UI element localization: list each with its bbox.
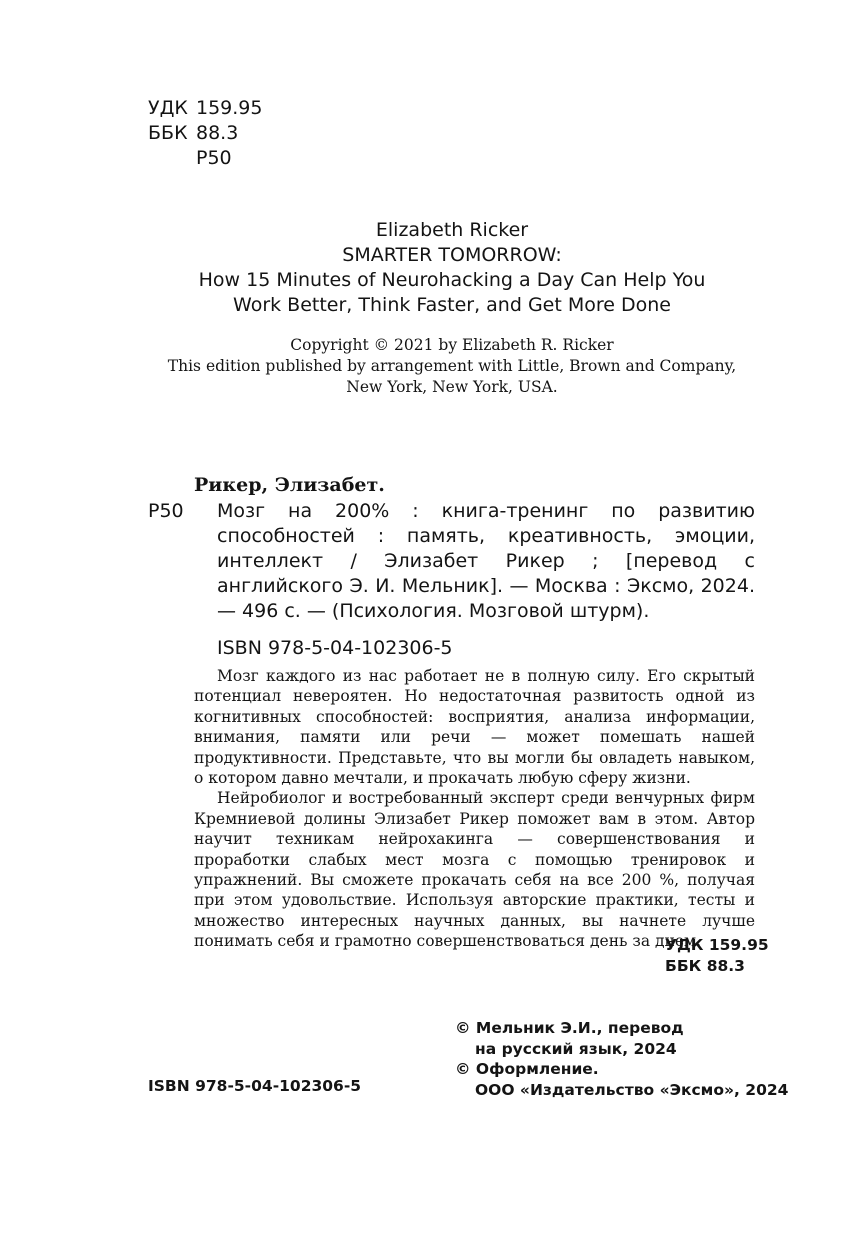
bbk-label: ББК — [148, 122, 188, 144]
original-subtitle-1: How 15 Minutes of Neurohacking a Day Can Help You — [198, 269, 706, 291]
rights-block — [455, 1018, 788, 1100]
copyright-line: Copyright © 2021 by Elizabeth R. Ricker — [290, 336, 614, 354]
annotation-paragraph-2: Нейробиолог и востребованный эксперт среди венчурных фирм Кремниевой долины Элизабет Рикер поможет вам в этом. Автор научит техникам нейрохакинга — совершенствования и проработки слабых мест мозга с помощью тренировок и упражнений. Вы сможете прокачать себя на все 200 %, получая при этом удовольствие. Используя авторские практики, тесты и множество интересных научных данных, вы начнете лучше понимать себя и грамотно совершенствоваться день за днем. — [194, 789, 755, 951]
udk-label: УДК — [148, 97, 188, 119]
bottom-udk: УДК 159.95 — [665, 936, 769, 954]
record-isbn: ISBN 978-5-04-102306-5 — [217, 637, 453, 659]
udk-line — [148, 96, 262, 121]
udk-value: 159.95 — [196, 97, 263, 119]
author-mark-line — [148, 146, 262, 171]
arrangement-line-2: New York, New York, USA. — [346, 378, 558, 396]
annotation — [194, 666, 755, 952]
rights-line-1: © Мельник Э.И., перевод — [455, 1019, 684, 1037]
rights-line-3: © Оформление. — [455, 1060, 599, 1079]
arrangement-line-1: This edition published by arrangement with Little, Brown and Company, — [167, 357, 737, 375]
original-title-block — [0, 218, 844, 318]
annotation-paragraph-1: Мозг каждого из нас работает не в полную силу. Его скрытый потенциал невероятен. Но недостаточная развитость одной из когнитивных способностей: восприятия, анализа информации, внимания, памяти или речи — может помешать нашей продуктивности. Представьте, что вы могли бы овладеть навыком, о котором давно мечтали, и прокачать любую сферу жизни. — [194, 667, 755, 788]
isbn-bottom: ISBN 978-5-04-102306-5 — [148, 1077, 362, 1095]
original-title: SMARTER TOMORROW: — [342, 244, 562, 266]
author-mark: Р50 — [196, 147, 232, 169]
rights-line-4: ООО «Издательство «Эксмо», 2024 — [475, 1080, 789, 1099]
author-heading: Рикер, Элизабет. — [194, 474, 385, 496]
original-author: Elizabeth Ricker — [375, 219, 529, 241]
classification-codes — [148, 96, 262, 171]
original-subtitle-2: Work Better, Think Faster, and Get More Done — [233, 294, 671, 316]
bibliographic-description: Мозг на 200% : книга-тренинг по развитию способностей : память, креативность, эмоции, интеллект / Элизабет Рикер ; [перевод с английского Э. И. Мельник]. — Москва : Эксмо, 2024. — 496 с. — (Психология. Мозговой штурм). — [217, 500, 755, 622]
bbk-value: 88.3 — [196, 122, 239, 144]
bottom-codes — [665, 935, 769, 977]
rights-line-2: на русский язык, 2024 — [475, 1039, 677, 1058]
bottom-bbk: ББК 88.3 — [665, 957, 745, 975]
original-copyright-block — [0, 335, 844, 398]
bbk-line — [148, 121, 262, 146]
record-author-mark: Р50 — [148, 500, 184, 522]
